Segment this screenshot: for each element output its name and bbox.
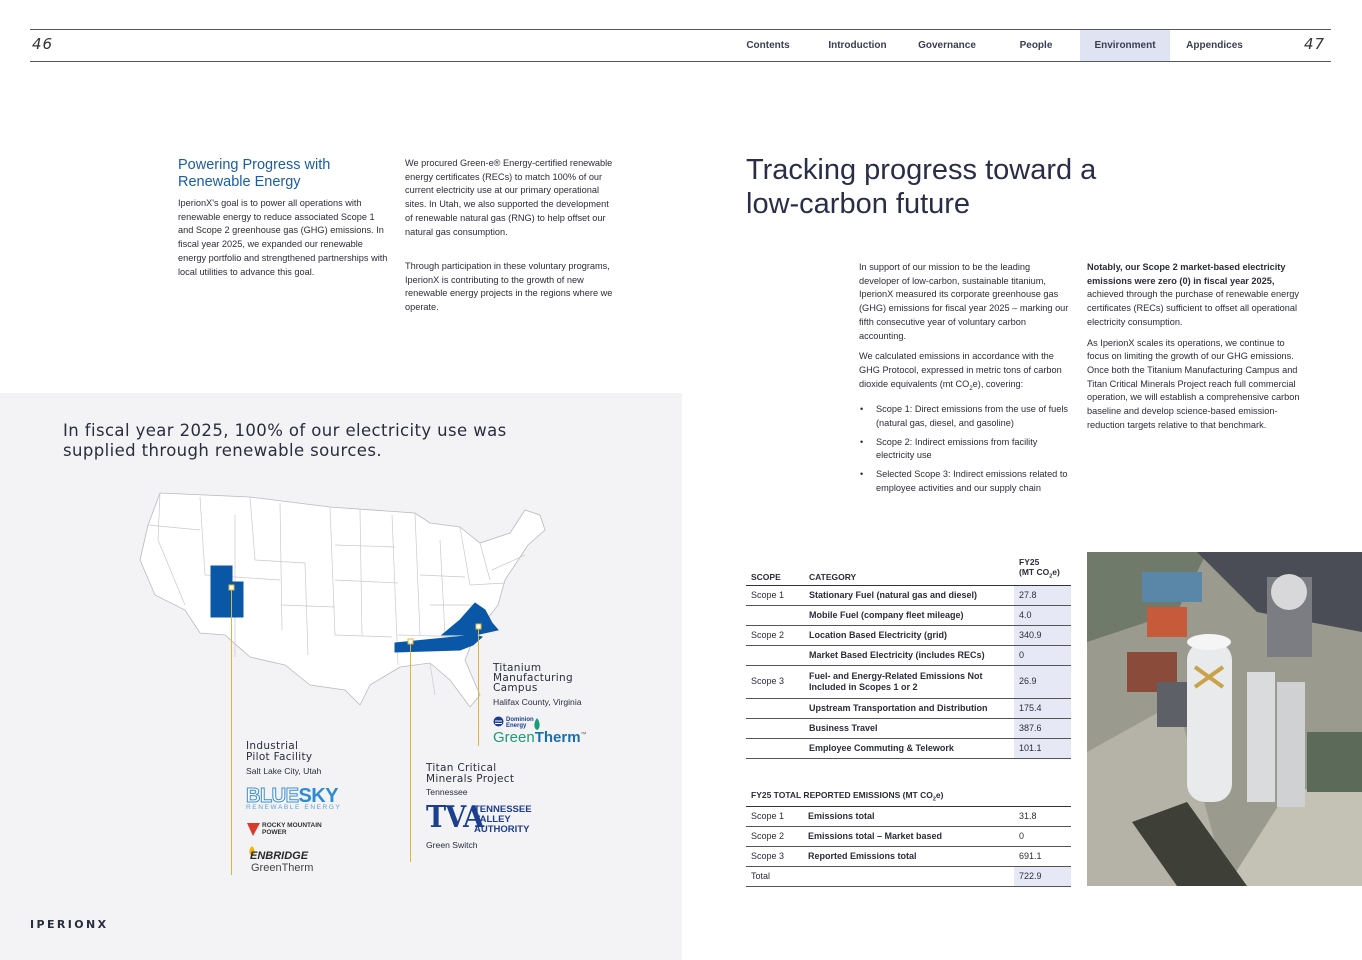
cell-category: Reported Emissions total <box>803 846 1014 866</box>
page-number-left: 46 <box>32 35 54 53</box>
bluesky-logo: BLUESKY <box>246 785 339 807</box>
cell-scope <box>746 645 804 665</box>
greentherm-logo: GreenTherm™ <box>493 729 587 746</box>
total-emissions-header: FY25 TOTAL REPORTED EMISSIONS (MT $CO_2e$) <box>746 790 1071 806</box>
col-header-category: CATEGORY <box>804 551 1014 585</box>
table-row <box>746 718 1071 738</box>
cell-value: 27.8 <box>1014 585 1071 605</box>
cell-scope: Scope 3 <box>746 846 803 866</box>
intro-paragraph-3: Through participation in these voluntary programs, IperionX is contributing to the growth of new renewable energy projects in the regions where we operate. <box>405 261 613 313</box>
location-utah-sub: Salt Lake City, Utah <box>246 766 322 776</box>
cell-value: 0 <box>1014 826 1071 846</box>
bullet-scope-1: • Scope 1: Direct emissions from the use of fuels (natural gas, diesel, and gasoline) <box>859 403 1071 430</box>
cell-value: 387.6 <box>1014 718 1071 738</box>
us-map <box>130 485 550 715</box>
nav-people[interactable]: People <box>1019 40 1053 51</box>
cell-category: Fuel- and Energy-Related Emissions Not Included in Scopes 1 or 2 <box>804 665 1014 698</box>
location-virginia-title-2: Manufacturing <box>493 672 573 684</box>
intro-paragraph-2: We procured Green-e® Energy-certified renewable energy certificates (RECs) to match 100% of our current electricity use at our primary operational sites. In Utah, we also supported the development of renewable natural gas (RNG) to help offset our natural gas consumption. <box>405 158 613 237</box>
bullet-scope-3: • Selected Scope 3: Indirect emissions related to employee activities and our supply chain <box>859 468 1071 495</box>
page-title-tracking-progress: Tracking progress toward a low-carbon future <box>746 154 1097 220</box>
nav-environment[interactable]: Environment <box>1080 30 1170 61</box>
cell-scope: Total <box>746 866 803 886</box>
location-tennessee-program: Green Switch <box>426 840 478 850</box>
cell-value: 4.0 <box>1014 605 1071 625</box>
cell-scope: Scope 2 <box>746 826 803 846</box>
leader-line-virginia <box>478 629 479 746</box>
location-tennessee-sub: Tennessee <box>426 787 468 797</box>
location-virginia-title-3: Campus <box>493 682 538 694</box>
right-column-1 <box>859 261 1071 500</box>
iperionx-brand-logo: IPERIONX <box>30 918 109 931</box>
table-header-row <box>746 551 1071 585</box>
cell-category <box>803 866 1014 886</box>
enbridge-logo: ENBRIDGE <box>250 850 309 862</box>
cell-scope: Scope 2 <box>746 625 804 645</box>
table-row <box>746 645 1071 665</box>
tracking-paragraph-1: In support of our mission to be the leading developer of low-carbon, sustainable titanium, IperionX measured its corporate greenhouse gas (GHG) emissions for fiscal year 2025 – marking our fifth consecutive year of voluntary carbon accounting. <box>859 262 1069 341</box>
facility-aerial-photo <box>1087 552 1362 886</box>
scaling-paragraph: As IperionX scales its operations, we continue to focus on limiting the growth of our GHG emissions. Once both the Titanium Manufacturing Campus and Titan Critical Minerals Project reach full commercial operation, we will establish a comprehensive carbon baseline and develop science-based emission-reduction targets relative to that benchmark. <box>1087 337 1300 430</box>
cell-category: Stationary Fuel (natural gas and diesel) <box>804 585 1014 605</box>
leader-line-utah <box>231 590 232 875</box>
cell-category: Emissions total <box>803 806 1014 826</box>
cell-value: 340.9 <box>1014 625 1071 645</box>
nav-appendices[interactable]: Appendices <box>1186 40 1243 51</box>
table-row <box>746 738 1071 758</box>
total-emissions-table <box>746 790 1071 887</box>
cell-category: Mobile Fuel (company fleet mileage) <box>804 605 1014 625</box>
leader-line-tennessee <box>410 644 411 862</box>
intro-paragraph-1: IperionX's goal is to power all operations with renewable energy to reduce associated Scope 1 and Scope 2 greenhouse gas (GHG) emissions. In fiscal year 2025, we expanded our renewable energy portfolio and strengthened partnerships with local utilities to advance this goal. <box>178 198 388 277</box>
cell-scope: Scope 1 <box>746 806 803 826</box>
page-number-right: 47 <box>1304 35 1326 53</box>
location-tennessee-title-2: Minerals Project <box>426 773 515 785</box>
cell-category: Market Based Electricity (includes RECs) <box>804 645 1014 665</box>
cell-value: 691.1 <box>1014 846 1071 866</box>
cell-category: Employee Commuting & Telework <box>804 738 1014 758</box>
tracking-paragraph-2: We calculated emissions in accordance with the GHG Protocol, expressed in metric tons of carbon dioxide equivalents (mt $CO_2e$), covering: <box>859 351 1062 392</box>
cell-category: Location Based Electricity (grid) <box>804 625 1014 645</box>
right-column-2 <box>1087 261 1301 439</box>
cell-scope: Scope 1 <box>746 585 804 605</box>
cell-scope <box>746 605 804 625</box>
cell-scope: Scope 3 <box>746 665 804 698</box>
section-title-powering-progress: Powering Progress with Renewable Energy <box>178 157 331 190</box>
table-row <box>746 585 1071 605</box>
cell-value: 175.4 <box>1014 698 1071 718</box>
cell-value: 0 <box>1014 645 1071 665</box>
dominion-energy-logo: Dominion Energy <box>506 717 534 729</box>
header-bottom-rule <box>30 61 1331 62</box>
bluesky-logo-sub: RENEWABLE ENERGY <box>246 804 342 811</box>
us-outline <box>140 493 545 707</box>
location-virginia-title-1: Titanium <box>493 662 542 674</box>
nav-governance[interactable]: Governance <box>918 40 976 51</box>
location-tennessee-title-1: Titan Critical <box>426 762 497 774</box>
location-utah-title-1: Industrial <box>246 740 299 752</box>
dominion-energy-icon <box>493 716 504 727</box>
cell-value: 26.9 <box>1014 665 1071 698</box>
enbridge-greentherm-logo: GreenTherm <box>251 862 314 874</box>
tva-logo: TVA <box>426 800 484 835</box>
tva-logo-full-name: TENNESSEE VALLEY AUTHORITY <box>474 804 532 835</box>
cell-category: Upstream Transportation and Distribution <box>804 698 1014 718</box>
renewable-headline: In fiscal year 2025, 100% of our electricity use was supplied through renewable sources. <box>63 421 507 460</box>
emissions-by-category-table <box>746 551 1071 759</box>
bullet-scope-2: • Scope 2: Indirect emissions from facility electricity use <box>859 436 1071 463</box>
cell-scope <box>746 698 804 718</box>
col-header-value: FY25 (MT $CO_2e$) <box>1014 551 1071 585</box>
table-row <box>746 806 1071 826</box>
cell-category: Business Travel <box>804 718 1014 738</box>
table-row <box>746 698 1071 718</box>
cell-scope <box>746 718 804 738</box>
location-virginia-sub: Halifax County, Virginia <box>493 697 582 707</box>
rocky-mountain-power-icon <box>247 823 260 836</box>
location-utah-title-2: Pilot Facility <box>246 751 313 763</box>
scope2-zero-paragraph: Notably, our Scope 2 market-based electricity emissions were zero (0) in fiscal year 2025, achieved through the purchase of renewable energy certificates (RECs) sufficient to offset all operational electricity consumption. <box>1087 262 1299 327</box>
cell-category: Emissions total – Market based <box>803 826 1014 846</box>
table-row-total <box>746 866 1071 886</box>
table-row <box>746 846 1071 866</box>
table-row <box>746 665 1071 698</box>
nav-introduction[interactable]: Introduction <box>828 40 887 51</box>
section-nav <box>723 30 1259 61</box>
table-header-row <box>746 790 1071 806</box>
cell-scope <box>746 738 804 758</box>
cell-value: 722.9 <box>1014 866 1071 886</box>
col-header-scope: SCOPE <box>746 551 804 585</box>
table-row <box>746 605 1071 625</box>
nav-contents[interactable]: Contents <box>746 40 790 51</box>
rocky-mountain-power-logo: ROCKY MOUNTAIN POWER <box>262 822 322 836</box>
cell-value: 101.1 <box>1014 738 1071 758</box>
table-row <box>746 826 1071 846</box>
table-row <box>746 625 1071 645</box>
scope-bullet-list <box>859 403 1071 495</box>
cell-value: 31.8 <box>1014 806 1071 826</box>
